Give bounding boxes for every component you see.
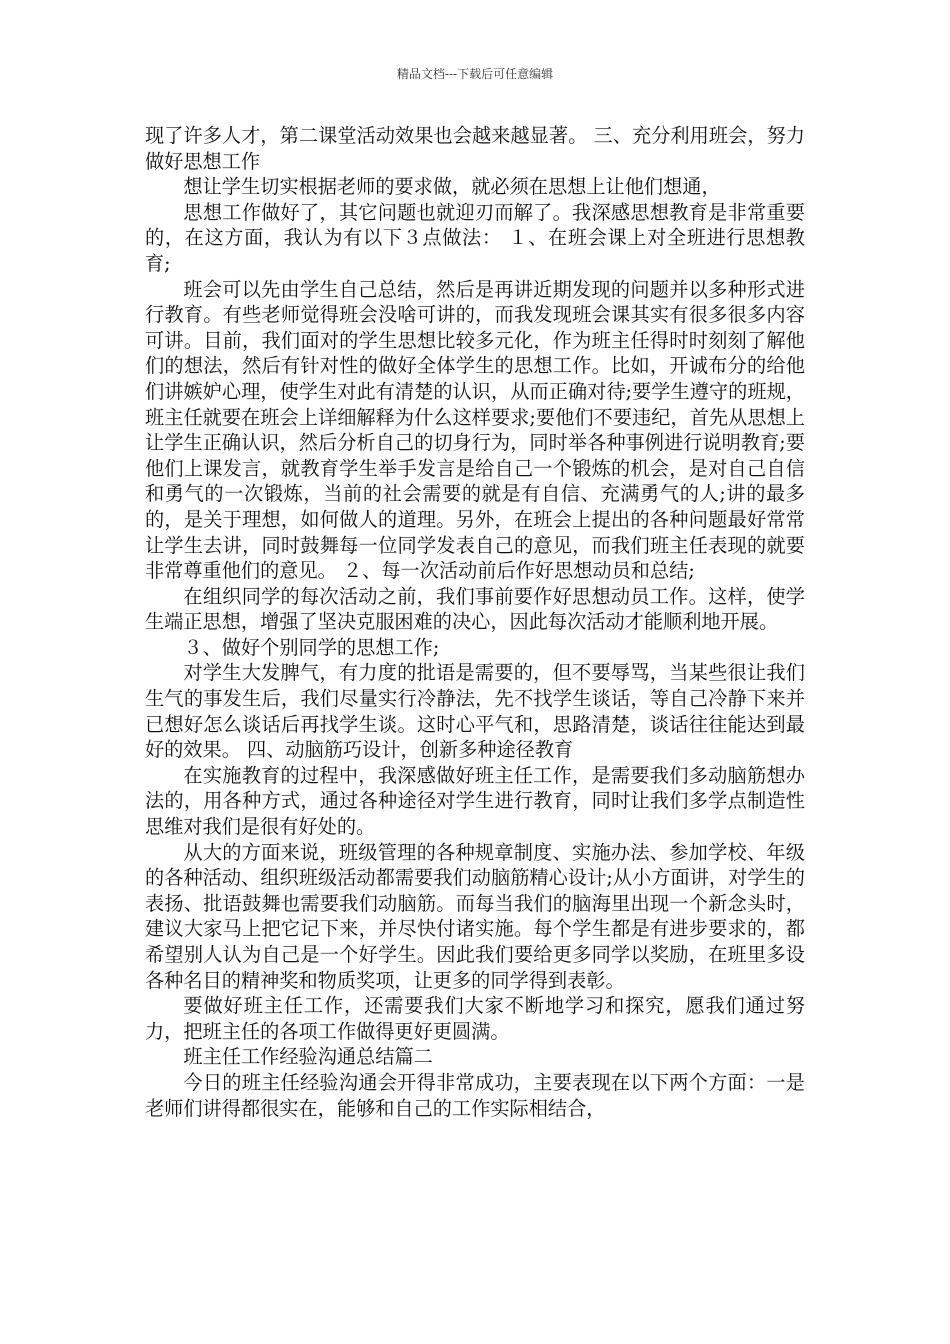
- paragraph-9: 从大的方面来说，班级管理的各种规章制度、实施办法、参加学校、年级的各种活动、组织班级活动都需要我们动脑筋精心设计;从小方面讲，对学生的表扬、批语鼓舞也需要我们动脑筋。而每当我们的脑海里出现一个新念头时，建议大家马上把它记下来，并尽快付诸实施。每个学生都是有进步要求的，都希望别人认为自己是一个好学生。因此我们要给更多同学以奖励，在班里多设各种名目的精神奖和物质奖项，让更多的同学得到表彰。: [145, 840, 805, 992]
- document-body: [145, 123, 805, 1121]
- paragraph-7: 对学生大发脾气，有力度的批语是需要的，但不要辱骂，当某些很让我们生气的事发生后，我们尽量实行冷静法，先不找学生谈话，等自己冷静下来并已想好怎么谈话后再找学生谈。这时心平气和，思路清楚，谈话往往能达到最好的效果。 四、动脑筋巧设计，创新多种途径教育: [145, 661, 805, 762]
- paragraph-4: 班会可以先由学生自己总结，然后是再讲近期发现的问题并以多种形式进行教育。有些老师觉得班会没啥可讲的，而我发现班会课其实有很多很多内容可讲。目前，我们面对的学生思想比较多元化，作为班主任得时时刻刻了解他们的想法，然后有针对性的做好全体学生的思想工作。比如，开诚布分的给他们讲嫉妒心理，使学生对此有清楚的认识，从而正确对待;要学生遵守的班规，班主任就要在班会上详细解释为什么这样要求;要他们不要违纪，首先从思想上让学生正确认识，然后分析自己的切身行为，同时举各种事例进行说明教育;要他们上课发言，就教育学生举手发言是给自己一个锻炼的机会，是对自己自信和勇气的一次锻炼，当前的社会需要的就是有自信、充满勇气的人;讲的最多的，是关于理想，如何做人的道理。另外，在班会上提出的各种问题最好常常让学生去讲，同时鼓舞每一位同学发表自己的意见，而我们班主任表现的就要非常尊重他们的意见。 ２、每一次活动前后作好思想动员和总结;: [145, 277, 805, 583]
- paragraph-8: 在实施教育的过程中，我深感做好班主任工作，是需要我们多动脑筋想办法的，用各种方式，通过各种途径对学生进行教育，同时让我们多学点制造性思维对我们是很有好处的。: [145, 763, 805, 839]
- page-header: 精品文档---下载后可任意编辑: [396, 67, 554, 81]
- paragraph-12: 今日的班主任经验沟通会开得非常成功，主要表现在以下两个方面：一是老师们讲得都很实在，能够和自己的工作实际相结合，: [145, 1070, 805, 1120]
- paragraph-10: 要做好班主任工作，还需要我们大家不断地学习和探究，愿我们通过努力，把班主任的各项工作做得更好更圆满。: [145, 994, 805, 1043]
- paragraph-2: 想让学生切实根据老师的要求做，就必须在思想上让他们想通，: [183, 175, 721, 199]
- paragraph-3: 思想工作做好了，其它问题也就迎刃而解了。我深感思想教育是非常重要的，在这方面，我认为有以下３点做法： １、在班会课上对全班进行思想教育;: [145, 200, 805, 275]
- section-heading: 班主任工作经验沟通总结篇二: [183, 1045, 433, 1069]
- paragraph-1: 现了许多人才，第二课堂活动效果也会越来越显著。 三、充分利用班会，努力做好思想工作: [145, 124, 805, 173]
- paragraph-5: 在组织同学的每次活动之前，我们事前要作好思想动员工作。这样，使学生端正思想，增强了坚决克服困难的决心，因此每次活动才能顺利地开展。: [145, 584, 805, 634]
- paragraph-6: ３、做好个别同学的思想工作;: [183, 635, 440, 659]
